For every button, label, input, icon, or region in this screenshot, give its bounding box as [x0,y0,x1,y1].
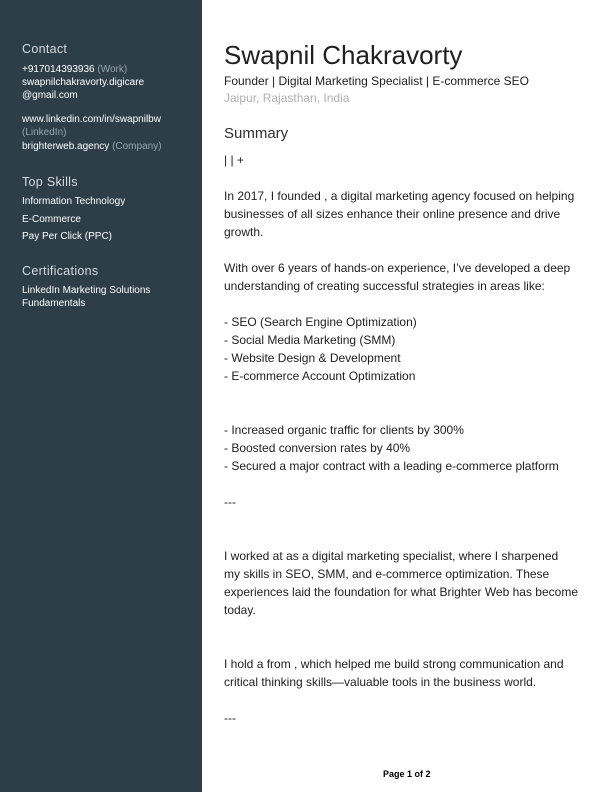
summary-line: today. [224,603,256,617]
summary-line: my skills in SEO, SMM, and e-commerce optimization. These [224,567,550,581]
summary-line: businesses of all sizes enhance their online presence and drive [224,207,561,221]
summary-line: - Boosted conversion rates by 40% [224,441,411,455]
summary-line: I worked at as a digital marketing specialist, where I sharpened [224,549,559,563]
summary-divider: --- [224,495,236,509]
summary-line: - Secured a major contract with a leading e-commerce platform [224,459,559,473]
phone-label: (Work) [97,64,128,75]
summary-line: - Website Design & Development [224,351,401,365]
summary-heading: Summary [224,125,289,142]
certifications-heading: Certifications [22,264,99,278]
top-skills-heading: Top Skills [22,175,78,189]
summary-line: experiences laid the foundation for what Brighter Web has become [224,585,578,599]
summary-line: - E-commerce Account Optimization [224,369,416,383]
skill-item: Information Technology [22,196,126,207]
website-link[interactable]: brighterweb.agency [22,141,110,152]
contact-linkedin[interactable]: www.linkedin.com/in/swapnilbw [22,114,161,125]
certification-item: Fundamentals [22,298,86,309]
summary-line: In 2017, I founded , a digital marketing agency focused on helping [224,189,575,203]
contact-website [22,140,162,153]
summary-divider: --- [224,711,236,725]
contact-email-2[interactable]: @gmail.com [22,90,78,101]
skill-item: Pay Per Click (PPC) [22,231,113,242]
summary-line: understanding of creating successful strategies in areas like: [224,279,545,293]
summary-line: growth. [224,225,264,239]
contact-email-1[interactable]: swapnilchakravorty.digicare [22,77,145,88]
skill-item: E-Commerce [22,214,81,225]
contact-heading: Contact [22,42,68,56]
summary-line: I hold a from , which helped me build strong communication and [224,657,564,671]
profile-location: Jaipur, Rajasthan, India [224,91,350,105]
website-label: (Company) [112,141,162,152]
certification-item: LinkedIn Marketing Solutions [22,285,151,296]
summary-line: - Increased organic traffic for clients by 300% [224,423,464,437]
phone-number: +917014393936 [22,64,95,75]
contact-phone [22,63,127,76]
profile-headline: Founder | Digital Marketing Specialist | E-commerce SEO [224,74,530,88]
profile-name: Swapnil Chakravorty [224,40,463,70]
summary-line: critical thinking skills—valuable tools in the business world. [224,675,537,689]
page-number: Page 1 of 2 [383,769,431,779]
summary-line: With over 6 years of hands-on experience, I’ve developed a deep [224,261,571,275]
summary-line: | | + [224,153,244,167]
linkedin-label: (LinkedIn) [22,127,67,138]
summary-line: - SEO (Search Engine Optimization) [224,315,417,329]
sidebar [0,0,202,792]
summary-line: - Social Media Marketing (SMM) [224,333,396,347]
